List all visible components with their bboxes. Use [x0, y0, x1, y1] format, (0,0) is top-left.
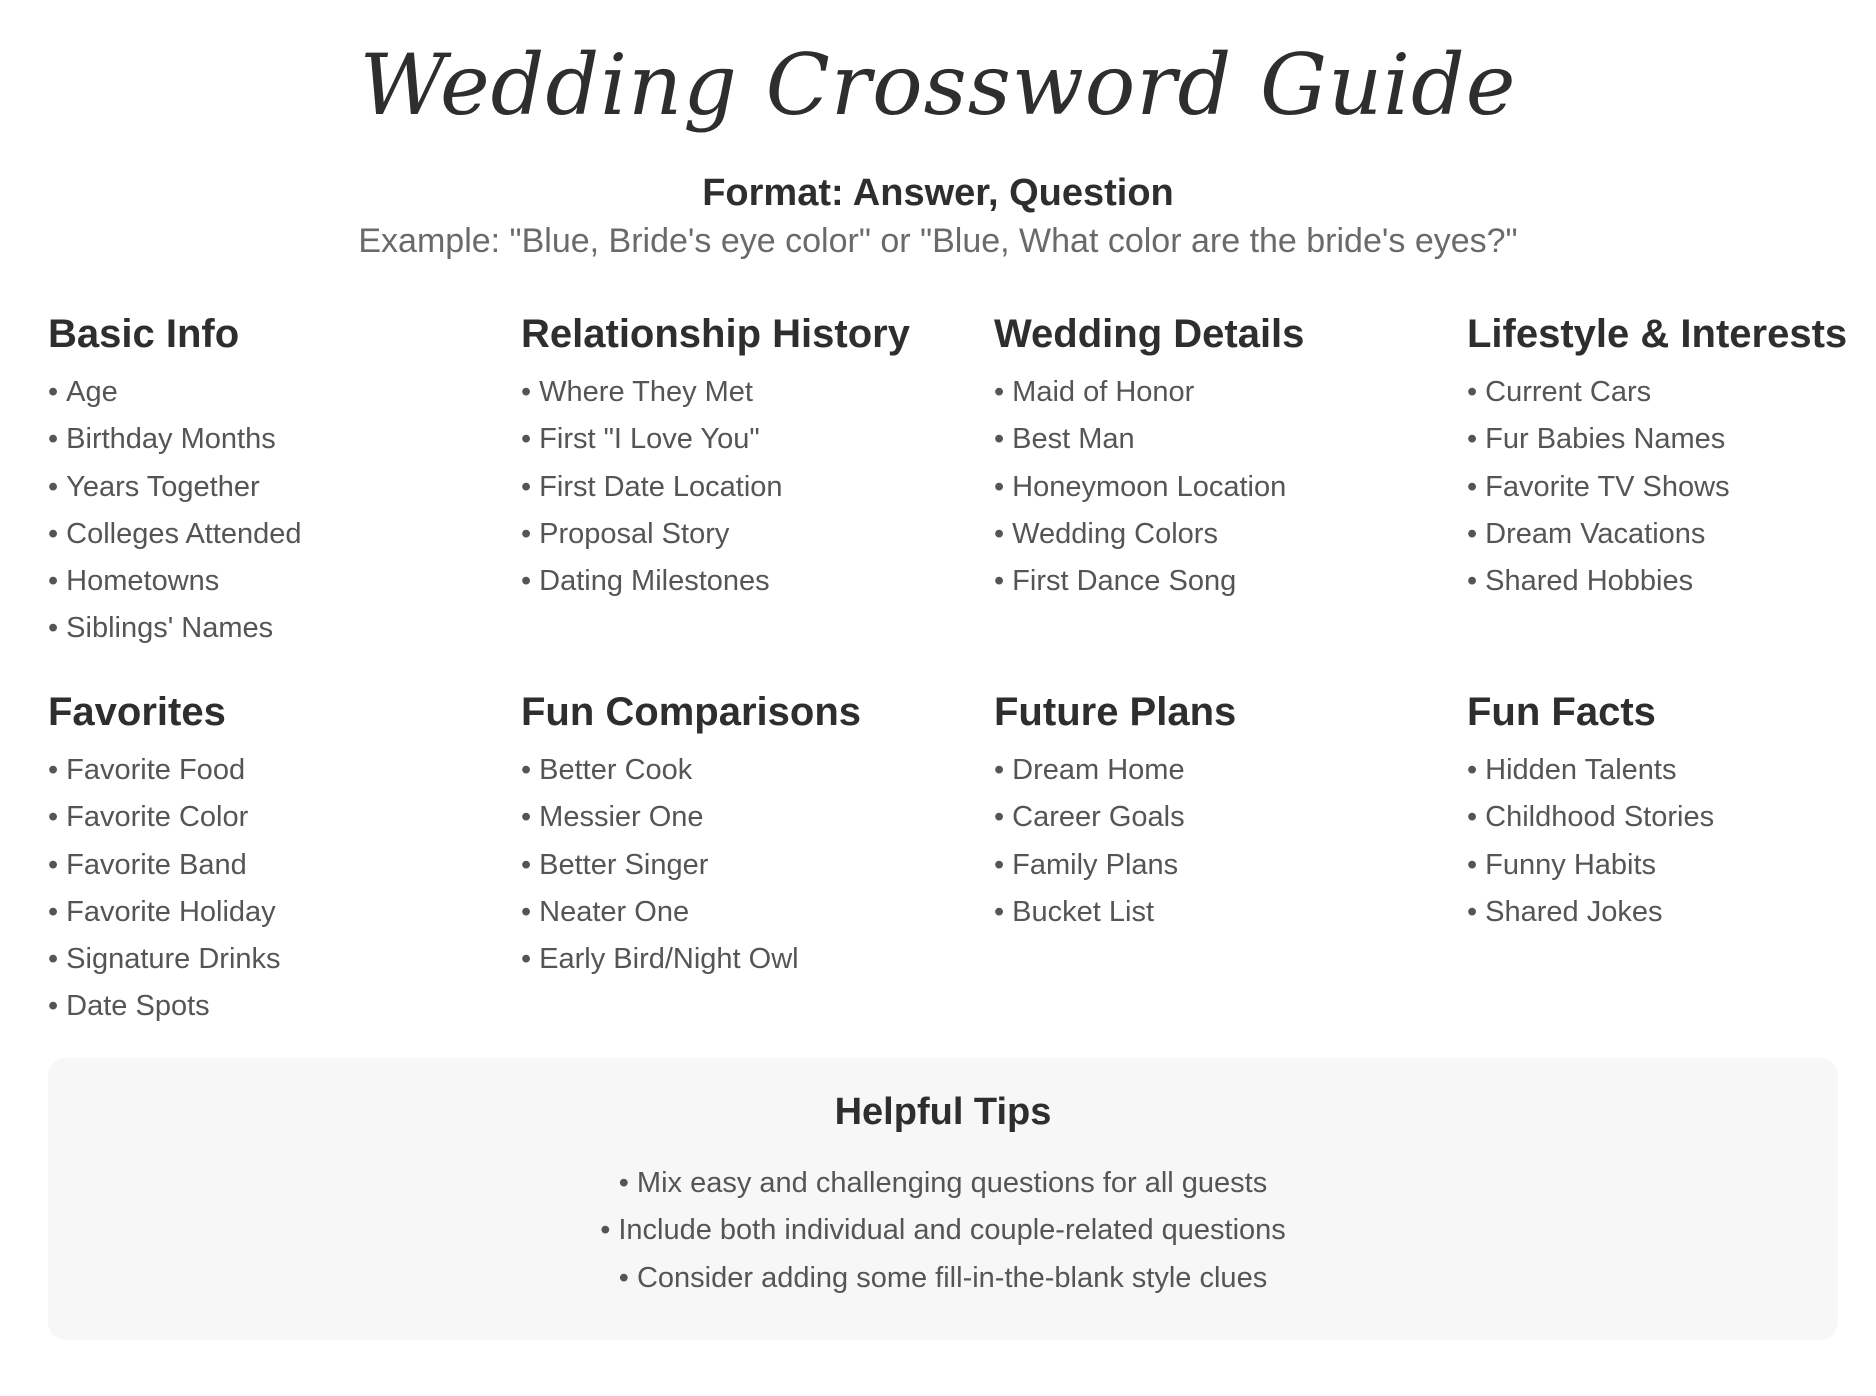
bullet-icon: • — [1467, 423, 1478, 456]
list-item-text: First Dance Song — [1012, 565, 1237, 598]
list-item — [48, 842, 521, 889]
list-item — [48, 983, 521, 1030]
list-item-text: Colleges Attended — [66, 517, 302, 550]
list-item — [1467, 464, 1838, 511]
list-item-text: Bucket List — [1012, 895, 1154, 928]
bullet-icon: • — [521, 517, 532, 550]
list-item — [48, 794, 521, 841]
category-list — [521, 747, 994, 983]
category-section — [48, 683, 521, 1061]
list-item — [48, 936, 521, 983]
list-item — [1467, 889, 1838, 936]
list-item-text: Dream Vacations — [1485, 517, 1706, 550]
list-item — [521, 464, 994, 511]
bullet-icon: • — [600, 1214, 611, 1247]
example-text: Example: "Blue, Bride's eye color" or "Blue, What color are the bride's eyes?" — [358, 222, 1518, 260]
category-list — [48, 747, 521, 1031]
bullet-icon: • — [48, 423, 59, 456]
list-item-text: Better Cook — [539, 754, 693, 786]
list-item-text: Years Together — [66, 470, 260, 503]
list-item — [1467, 842, 1838, 889]
list-item-text: Fur Babies Names — [1485, 423, 1726, 456]
category-heading: Wedding Details — [994, 312, 1305, 356]
category-list — [1467, 369, 1838, 605]
page-title: Wedding Crossword Guide — [359, 36, 1517, 134]
bullet-icon: • — [994, 848, 1005, 881]
list-item-text: Favorite Holiday — [66, 895, 276, 928]
list-item — [994, 889, 1467, 936]
list-item — [48, 464, 521, 511]
list-item — [994, 464, 1467, 511]
list-item — [521, 558, 994, 605]
list-item — [521, 369, 994, 416]
category-heading: Basic Info — [48, 312, 240, 356]
bullet-icon: • — [994, 517, 1005, 550]
bullet-icon: • — [994, 376, 1005, 408]
bullet-icon: • — [994, 895, 1005, 928]
list-item — [521, 747, 994, 794]
list-item — [521, 416, 994, 463]
bullet-icon: • — [1467, 565, 1478, 598]
bullet-icon: • — [48, 990, 59, 1023]
bullet-icon: • — [521, 848, 532, 881]
category-heading: Favorites — [48, 690, 226, 734]
list-item — [1467, 794, 1838, 841]
bullet-icon: • — [1467, 754, 1478, 786]
list-item — [994, 558, 1467, 605]
bullet-icon: • — [1467, 848, 1478, 881]
list-item — [521, 842, 994, 889]
list-item — [521, 889, 994, 936]
bullet-icon: • — [1467, 470, 1478, 503]
bullet-icon: • — [48, 943, 59, 976]
list-item-text: Best Man — [1012, 423, 1135, 456]
list-item-text: Better Singer — [539, 848, 709, 881]
list-item-text: Date Spots — [66, 990, 210, 1023]
list-item-text: First "I Love You" — [539, 423, 760, 456]
tip-item — [48, 1255, 1838, 1302]
list-item-text: Favorite Band — [66, 848, 247, 881]
list-item-text: Shared Jokes — [1485, 895, 1663, 928]
tip-text: Include both individual and couple-related questions — [618, 1214, 1286, 1247]
list-item-text: Wedding Colors — [1012, 517, 1218, 550]
list-item — [48, 416, 521, 463]
list-item-text: Favorite Food — [66, 754, 246, 786]
bullet-icon: • — [521, 943, 532, 976]
list-item — [1467, 511, 1838, 558]
list-item-text: Hometowns — [66, 565, 220, 598]
list-item — [1467, 416, 1838, 463]
list-item-text: Honeymoon Location — [1012, 470, 1287, 503]
bullet-icon: • — [48, 470, 59, 503]
list-item-text: Favorite TV Shows — [1485, 470, 1730, 503]
bullet-icon: • — [48, 565, 59, 598]
category-heading: Future Plans — [994, 690, 1237, 734]
list-item-text: Childhood Stories — [1485, 801, 1715, 834]
list-item-text: Siblings' Names — [66, 612, 274, 645]
bullet-icon: • — [48, 754, 59, 786]
category-section — [48, 305, 521, 683]
category-section — [1467, 683, 1838, 1061]
tips-heading: Helpful Tips — [834, 1091, 1052, 1133]
tip-text: Consider adding some fill-in-the-blank style clues — [636, 1261, 1268, 1294]
list-item — [48, 369, 521, 416]
list-item-text: Dream Home — [1012, 754, 1185, 786]
list-item — [1467, 369, 1838, 416]
category-heading: Relationship History — [521, 312, 910, 356]
list-item-text: Neater One — [539, 895, 690, 928]
tip-item — [48, 1207, 1838, 1254]
category-list — [994, 369, 1467, 605]
bullet-icon: • — [994, 565, 1005, 598]
list-item-text: Messier One — [539, 801, 704, 834]
list-item-text: Early Bird/Night Owl — [539, 943, 799, 976]
list-item-text: Dating Milestones — [539, 565, 770, 598]
bullet-icon: • — [1467, 376, 1478, 408]
bullet-icon: • — [521, 895, 532, 928]
list-item-text: Age — [66, 376, 118, 408]
bullet-icon: • — [521, 565, 532, 598]
list-item — [1467, 747, 1838, 794]
category-list — [48, 369, 521, 653]
category-list — [1467, 747, 1838, 936]
bullet-icon: • — [521, 470, 532, 503]
bullet-icon: • — [994, 470, 1005, 503]
list-item — [521, 794, 994, 841]
list-item-text: Signature Drinks — [66, 943, 281, 976]
bullet-icon: • — [994, 423, 1005, 456]
bullet-icon: • — [521, 754, 532, 786]
list-item — [48, 747, 521, 794]
bullet-icon: • — [1467, 801, 1478, 834]
bullet-icon: • — [48, 801, 59, 834]
list-item — [994, 794, 1467, 841]
list-item-text: Birthday Months — [66, 423, 276, 456]
list-item-text: Maid of Honor — [1012, 376, 1195, 408]
list-item-text: Funny Habits — [1485, 848, 1657, 881]
bullet-icon: • — [521, 801, 532, 834]
list-item — [994, 416, 1467, 463]
category-section — [521, 305, 994, 683]
bullet-icon: • — [48, 517, 59, 550]
category-section — [521, 683, 994, 1061]
list-item-text: Career Goals — [1012, 801, 1185, 834]
bullet-icon: • — [994, 801, 1005, 834]
bullet-icon: • — [618, 1261, 629, 1294]
list-item-text: Family Plans — [1012, 848, 1179, 881]
bullet-icon: • — [1467, 517, 1478, 550]
tip-item — [48, 1160, 1838, 1207]
category-heading: Lifestyle & Interests — [1467, 312, 1848, 356]
list-item-text: Favorite Color — [66, 801, 249, 834]
bullet-icon: • — [994, 754, 1005, 786]
list-item-text: Proposal Story — [539, 517, 730, 550]
list-item — [521, 511, 994, 558]
helpful-tips-box — [48, 1058, 1838, 1340]
list-item — [48, 605, 521, 652]
category-grid — [48, 305, 1848, 1061]
bullet-icon: • — [618, 1167, 629, 1199]
bullet-icon: • — [521, 376, 532, 408]
list-item — [521, 936, 994, 983]
category-heading: Fun Facts — [1467, 690, 1656, 734]
bullet-icon: • — [48, 612, 59, 645]
category-section — [994, 683, 1467, 1061]
list-item — [48, 889, 521, 936]
list-item-text: Shared Hobbies — [1485, 565, 1694, 598]
tip-text: Mix easy and challenging questions for all guests — [636, 1167, 1268, 1199]
category-section — [994, 305, 1467, 683]
bullet-icon: • — [48, 895, 59, 928]
format-heading: Format: Answer, Question — [702, 172, 1174, 214]
list-item-text: Hidden Talents — [1485, 754, 1677, 786]
bullet-icon: • — [48, 848, 59, 881]
list-item — [994, 747, 1467, 794]
list-item-text: Where They Met — [539, 376, 753, 408]
category-list — [994, 747, 1467, 936]
bullet-icon: • — [1467, 895, 1478, 928]
list-item — [48, 558, 521, 605]
list-item — [994, 369, 1467, 416]
category-list — [521, 369, 994, 605]
list-item — [48, 511, 521, 558]
list-item — [994, 511, 1467, 558]
bullet-icon: • — [521, 423, 532, 456]
list-item-text: Current Cars — [1485, 376, 1652, 408]
category-section — [1467, 305, 1848, 683]
tips-list — [48, 1160, 1838, 1302]
category-heading: Fun Comparisons — [521, 690, 862, 734]
list-item — [1467, 558, 1838, 605]
list-item — [994, 842, 1467, 889]
list-item-text: First Date Location — [539, 470, 783, 503]
bullet-icon: • — [48, 376, 59, 408]
